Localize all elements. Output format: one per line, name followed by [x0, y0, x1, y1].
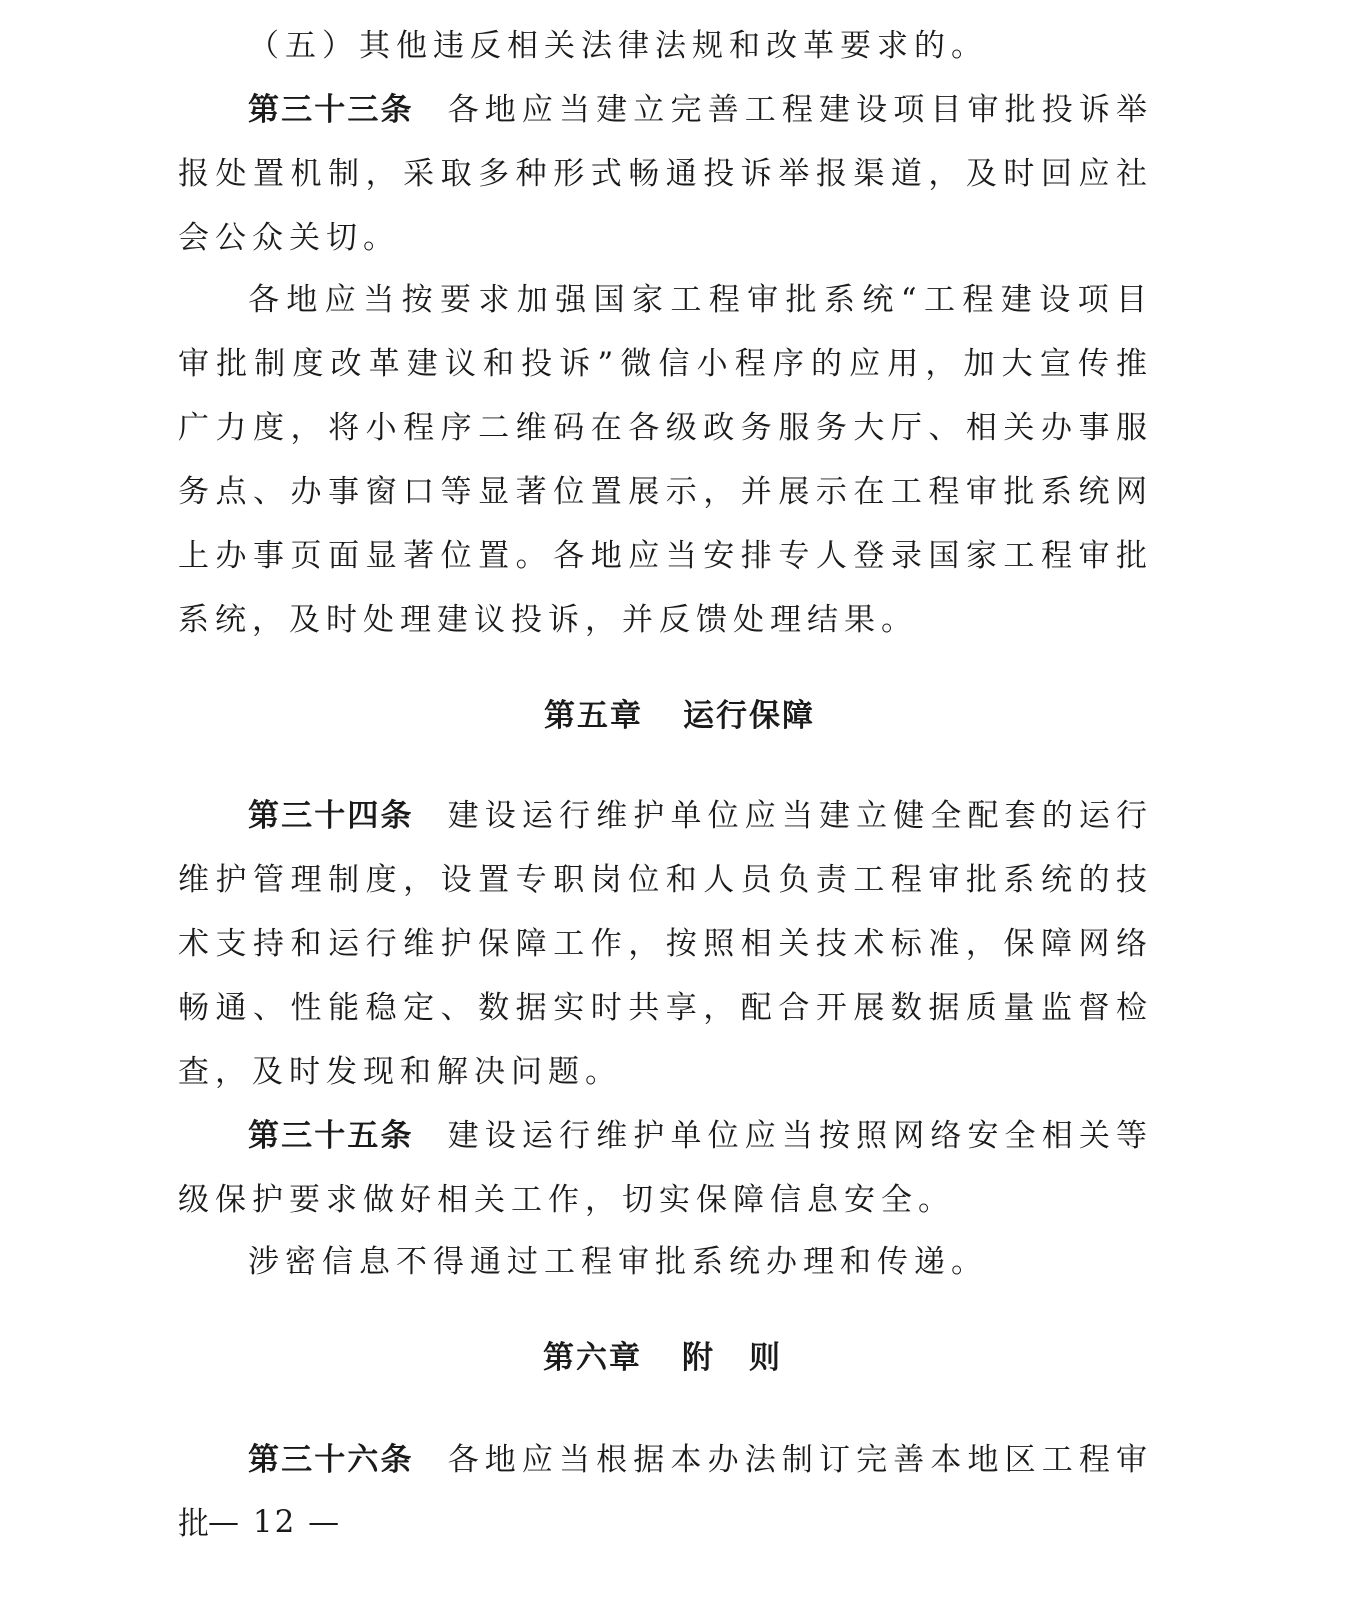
article-35-text: 建设运行维护单位应当按照网络安全相关等级保护要求做好相关工作，切实保障信息安全。 [178, 1118, 1154, 1218]
article-34-paragraph [178, 784, 1153, 1104]
article-35-paragraph [178, 1104, 1153, 1232]
item-five-text: （五）其他违反相关法律法规和改革要求的。 [248, 28, 988, 64]
chapter-6-number: 第六章 [543, 1340, 642, 1376]
article-36-text: 各地应当根据本办法制订完善本地区工程审批 [178, 1442, 1154, 1542]
article-33-second-paragraph [178, 268, 1153, 652]
item-five-paragraph [178, 14, 1153, 78]
article-33-second-text: 各地应当按要求加强国家工程审批系统“工程建设项目审批制度改革建议和投诉”微信小程序的应用，加大宣传推广力度，将小程序二维码在各级政务服务大厅、相关办事服务点、办事窗口等显著位置展示，并展示在工程审批系统网上办事页面显著位置。各地应当安排专人登录国家工程审批系统，及时处理建议投诉，并反馈处理结果。 [178, 282, 1153, 638]
chapter-6-heading [0, 1336, 1359, 1380]
article-35-second-paragraph [178, 1230, 1153, 1294]
chapter-6-title: 附则 [682, 1340, 816, 1376]
article-34-text: 建设运行维护单位应当建立健全配套的运行维护管理制度，设置专职岗位和人员负责工程审批系统的技术支持和运行维护保障工作，按照相关技术标准，保障网络畅通、性能稳定、数据实时共享，配合开展数据质量监督检查，及时发现和解决问题。 [178, 798, 1154, 1090]
chapter-5-title: 运行保障 [683, 698, 815, 734]
chapter-5-heading [0, 694, 1359, 738]
page-number: — 12 — [208, 1504, 342, 1540]
article-34-label: 第三十四条 [248, 798, 414, 834]
article-33-label: 第三十三条 [248, 92, 414, 128]
article-35-label: 第三十五条 [248, 1118, 414, 1154]
article-35-second-text: 涉密信息不得通过工程审批系统办理和传递。 [248, 1244, 988, 1280]
article-33-paragraph [178, 78, 1153, 270]
article-36-label: 第三十六条 [248, 1442, 414, 1478]
chapter-5-number: 第五章 [544, 698, 643, 734]
article-33-text: 各地应当建立完善工程建设项目审批投诉举报处置机制，采取多种形式畅通投诉举报渠道，及时回应社会公众关切。 [178, 92, 1154, 256]
